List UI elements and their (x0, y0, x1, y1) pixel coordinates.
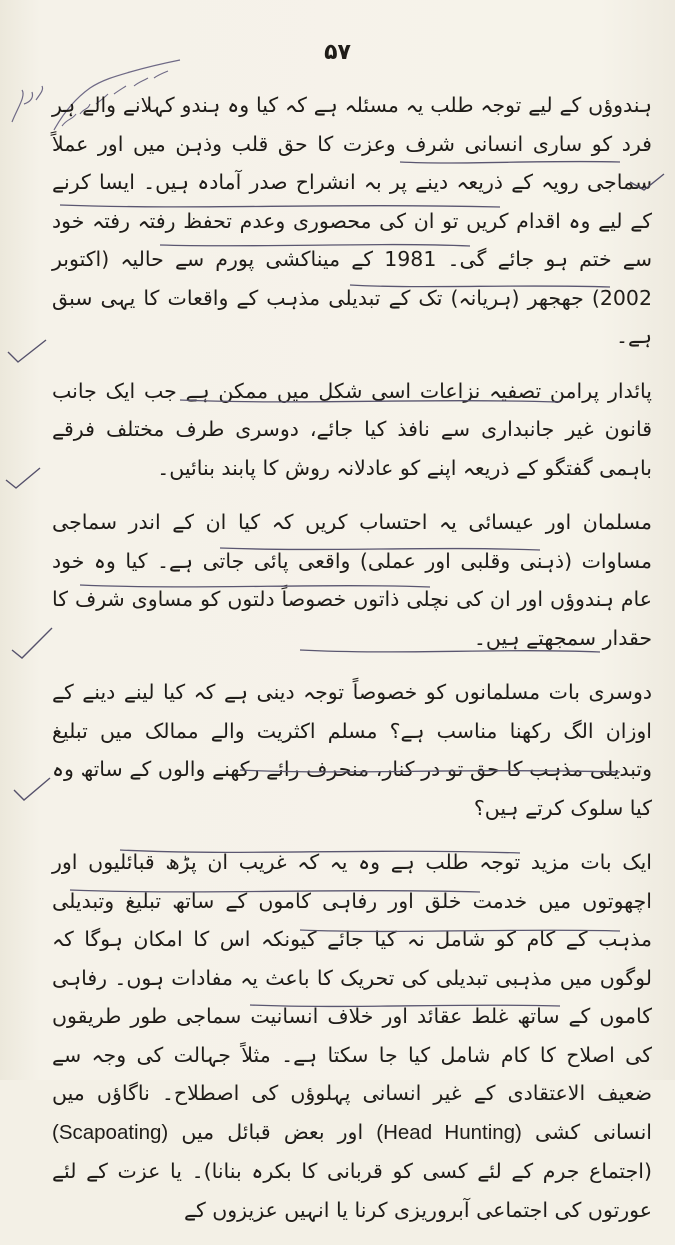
paragraph-5-part-3: (اجتماع جرم کے لئے کسی کو قربانی کا بکرہ بنانا)۔ یا عزت کے لئے عورتوں کی اجتماعی آبروریزی کرنا یا انہیں عزیزوں کے (52, 1159, 652, 1222)
body-text (52, 86, 652, 1245)
latin-term-head-hunting: (Head Hunting) (376, 1120, 522, 1144)
tick-mark-icon (12, 628, 52, 658)
paragraph-5-part-2: اور بعض قبائل میں (181, 1119, 364, 1144)
tick-mark-icon (8, 340, 46, 362)
page-number: ۵۷ (324, 40, 351, 65)
latin-term-scapoating: (Scapoating) (52, 1120, 169, 1144)
tick-mark-icon (6, 468, 40, 488)
paragraph-5-part-1: ایک بات مزید توجہ طلب ہے وہ یہ کہ غریب ان پڑھ قبائلیوں اور اچھوتوں میں خدمت خلق اور رفاہی کاموں کے ساتھ تبلیغ وتبدیلی مذہب کے کام کو شامل نہ کیا جائے کیونکہ اس کا امکان ہوگا کہ لوگوں میں مذہبی تبدیلی کی تحریک کا باعث یہ مفادات ہوں۔ رفاہی کاموں کے ساتھ غلط عقائد اور خلاف انسانیت سماجی طور طریقوں کی اصلاح کا کام شامل کیا جا سکتا ہے۔ مثلاً جہالت کی وجہ سے ضعیف الاعتقادی کے غیر انسانی پہلوؤں کی اصطلاح۔ ناگاؤں میں انسانی کشی (52, 850, 652, 1144)
paragraph-3: مسلمان اور عیسائی یہ احتساب کریں کہ کیا ان کے اندر سماجی مساوات (ذہنی وقلبی اور عملی) واقعی پائی جاتی ہے۔ کیا وہ خود عام ہندوؤں اور ان کی نچلی ذاتوں خصوصاً دلتوں کو مساوی شرف کا حقدار سمجھتے ہیں۔ (52, 510, 652, 650)
paragraph-4: دوسری بات مسلمانوں کو خصوصاً توجہ دینی ہے کہ کیا لینے دینے کے اوزان الگ رکھنا مناسب ہے؟ مسلم اکثریت والے ممالک میں تبلیغ وتبدیلی مذہب کا حق تو در کنار، منحرف رائے رکھنے والوں کے ساتھ وہ کیا سلوک کرتے ہیں؟ (52, 680, 652, 820)
paragraph-2: پائدار پرامن تصفیہ نزاعات اسی شکل میں ممکن ہے جب ایک جانب قانون غیر جانبداری سے نافذ کیا جائے، دوسری طرف مختلف فرقے باہمی گفتگو کے ذریعہ اپنے کو عادلانہ روش کا پابند بنائیں۔ (52, 378, 652, 480)
tick-mark-icon (14, 778, 50, 800)
paragraph-5 (52, 843, 652, 1229)
paragraph-1: ہندوؤں کے لیے توجہ طلب یہ مسئلہ ہے کہ کیا وہ ہندو کہلانے والے ہر فرد کو ساری انسانی شرف وعزت کا حق قلب وذہن میں اور عملاً سماجی رویہ کے ذریعہ دینے پر بہ انشراح صدر آمادہ ہیں۔ ایسا کرنے کے لیے وہ اقدام کریں تو ان کی محصوری وعدم تحفظ رفتہ رفتہ خود سے ختم ہو جائے گی۔ 1981 کے میناکشی پورم سے حالیہ (اکتوبر 2002) جھجھر (ہریانہ) تک کے تبدیلی مذہب کے واقعات کا یہی سبق ہے۔ (52, 93, 652, 348)
